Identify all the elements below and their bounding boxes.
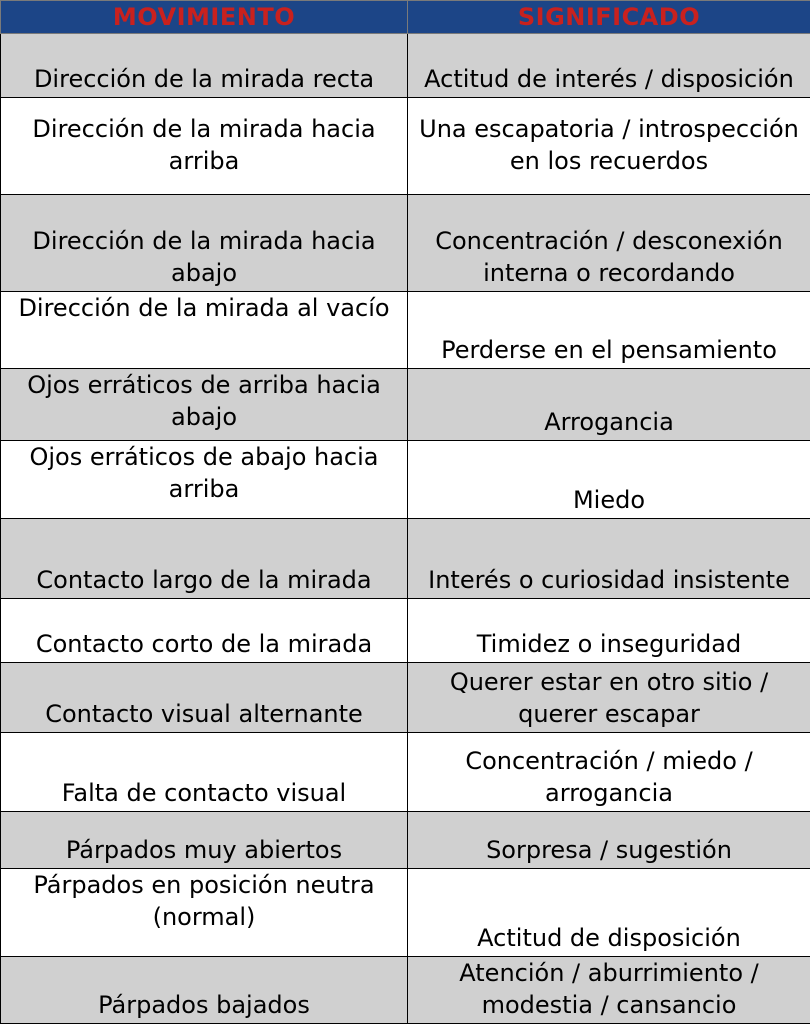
- table-row: [1, 34, 810, 98]
- cell-movimiento: Dirección de la mirada al vacío: [1, 292, 408, 369]
- table-row: [1, 441, 810, 519]
- cell-movimiento: Dirección de la mirada hacia abajo: [1, 195, 408, 292]
- table-row: [1, 292, 810, 369]
- table-row: [1, 812, 810, 869]
- cell-significado: Sorpresa / sugestión: [408, 812, 810, 869]
- cell-significado: Querer estar en otro sitio / querer escapar: [408, 663, 810, 733]
- cell-significado: Arrogancia: [408, 369, 810, 441]
- table-row: [1, 663, 810, 733]
- cell-movimiento: Falta de contacto visual: [1, 733, 408, 812]
- header-significado: SIGNIFICADO: [408, 1, 810, 34]
- cell-movimiento: Contacto corto de la mirada: [1, 599, 408, 663]
- cell-significado: Actitud de disposición: [408, 869, 810, 957]
- cell-movimiento: Dirección de la mirada recta: [1, 34, 408, 98]
- header-movimiento: MOVIMIENTO: [1, 1, 408, 34]
- table-row: [1, 195, 810, 292]
- header-row: [1, 1, 810, 34]
- cell-significado: Miedo: [408, 441, 810, 519]
- table-row: [1, 733, 810, 812]
- cell-significado: Una escapatoria / introspección en los recuerdos: [408, 98, 810, 195]
- cell-significado: Actitud de interés / disposición: [408, 34, 810, 98]
- cell-significado: Interés o curiosidad insistente: [408, 519, 810, 599]
- table-row: [1, 599, 810, 663]
- cell-movimiento: Párpados muy abiertos: [1, 812, 408, 869]
- cell-significado: Concentración / miedo / arrogancia: [408, 733, 810, 812]
- cell-significado: Perderse en el pensamiento: [408, 292, 810, 369]
- table-row: [1, 98, 810, 195]
- table-row: [1, 957, 810, 1024]
- cell-movimiento: Ojos erráticos de arriba hacia abajo: [1, 369, 408, 441]
- cell-movimiento: Contacto visual alternante: [1, 663, 408, 733]
- cell-movimiento: Contacto largo de la mirada: [1, 519, 408, 599]
- cell-significado: Concentración / desconexión interna o recordando: [408, 195, 810, 292]
- cell-movimiento: Dirección de la mirada hacia arriba: [1, 98, 408, 195]
- cell-movimiento: Ojos erráticos de abajo hacia arriba: [1, 441, 408, 519]
- table-row: [1, 869, 810, 957]
- cell-significado: Atención / aburrimiento / modestia / cansancio: [408, 957, 810, 1024]
- table-row: [1, 519, 810, 599]
- table-row: [1, 369, 810, 441]
- cell-significado: Timidez o inseguridad: [408, 599, 810, 663]
- cell-movimiento: Párpados en posición neutra (normal): [1, 869, 408, 957]
- cell-movimiento: Párpados bajados: [1, 957, 408, 1024]
